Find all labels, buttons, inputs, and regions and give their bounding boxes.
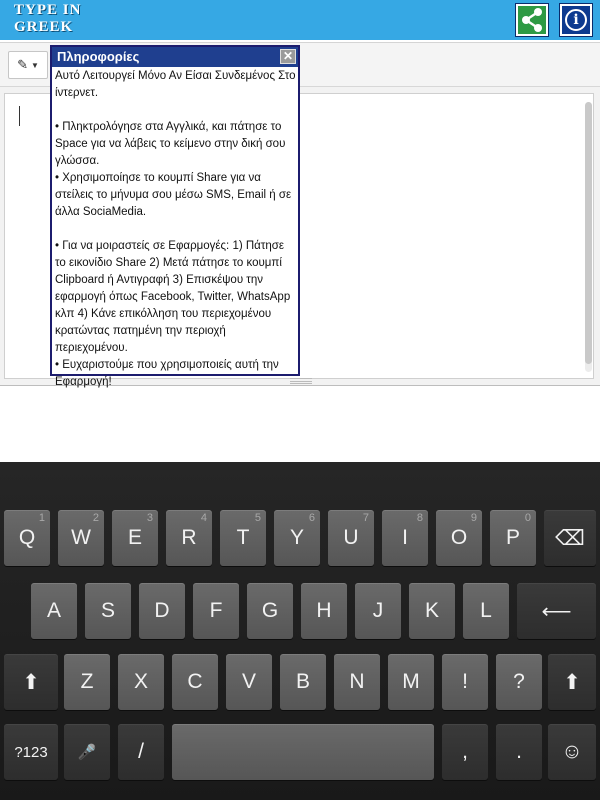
key-label: W xyxy=(71,526,91,549)
scrollbar-thumb[interactable] xyxy=(585,102,592,364)
enter-icon: ⟵ xyxy=(541,599,572,623)
key-label: C xyxy=(187,670,203,693)
logo-line-1: TYPE IN xyxy=(14,2,82,18)
key-label: , xyxy=(462,740,468,763)
mic-key[interactable] xyxy=(64,724,110,780)
key-label: F xyxy=(209,599,223,622)
key-c[interactable] xyxy=(172,654,218,710)
key-hint: 3 xyxy=(146,512,153,524)
share-button[interactable] xyxy=(516,4,548,36)
magic-wand-dropdown[interactable] xyxy=(8,51,48,79)
key-label: X xyxy=(133,670,148,693)
key-label: B xyxy=(295,670,310,693)
popup-bullet-1: • Πληκτρολόγησε στα Αγγλικά, και πάτησε το Space για να λάβεις το κείμενο στην δική σου γλώσσα. xyxy=(55,121,286,167)
key-u[interactable] xyxy=(328,510,374,566)
key-hint: 9 xyxy=(470,512,477,524)
emoji-icon: ☺ xyxy=(561,740,583,763)
key-i[interactable] xyxy=(382,510,428,566)
magic-wand-icon: ✎ xyxy=(17,57,28,72)
key-hint: 8 xyxy=(416,512,423,524)
key-label: ? xyxy=(513,670,525,693)
scrollbar[interactable] xyxy=(585,102,592,372)
key-d[interactable] xyxy=(139,583,185,639)
key-label: . xyxy=(516,740,522,763)
key-label: J xyxy=(372,599,384,622)
key-hint: 0 xyxy=(524,512,531,524)
info-popup xyxy=(50,45,300,388)
popup-title-bar xyxy=(52,47,298,67)
share-icon xyxy=(519,7,545,33)
key-x[interactable] xyxy=(118,654,164,710)
enter-key[interactable] xyxy=(517,583,596,639)
key-label: H xyxy=(316,599,332,622)
key-j[interactable] xyxy=(355,583,401,639)
close-icon: ✕ xyxy=(282,49,294,63)
key-a[interactable] xyxy=(31,583,77,639)
key-label: G xyxy=(261,599,279,622)
backspace-icon: ⌫ xyxy=(555,526,585,550)
key-v[interactable] xyxy=(226,654,272,710)
key-label: A xyxy=(46,599,61,622)
key-label: / xyxy=(138,740,144,763)
key-n[interactable] xyxy=(334,654,380,710)
key-label: ! xyxy=(462,670,468,693)
key-o[interactable] xyxy=(436,510,482,566)
key-comma[interactable] xyxy=(442,724,488,780)
key-s[interactable] xyxy=(85,583,131,639)
key-label: I xyxy=(402,526,408,549)
key-question[interactable] xyxy=(496,654,542,710)
key-hint: 1 xyxy=(38,512,45,524)
key-label: U xyxy=(343,526,359,549)
key-label: V xyxy=(241,670,256,693)
key-z[interactable] xyxy=(64,654,110,710)
key-e[interactable] xyxy=(112,510,158,566)
app-logo xyxy=(14,2,110,36)
key-hint: 2 xyxy=(92,512,99,524)
key-t[interactable] xyxy=(220,510,266,566)
key-hint: 7 xyxy=(362,512,369,524)
backspace-key[interactable] xyxy=(544,510,596,566)
symbols-label: ?123 xyxy=(14,743,48,761)
key-k[interactable] xyxy=(409,583,455,639)
key-exclamation[interactable] xyxy=(442,654,488,710)
key-hint: 5 xyxy=(254,512,261,524)
popup-bullet-2: • Χρησιμοποίησε το κουμπί Share για να στείλεις το μήνυμα σου μέσω SMS, Email ή σε άλλα SociaMedia. xyxy=(55,172,292,218)
key-r[interactable] xyxy=(166,510,212,566)
close-button[interactable] xyxy=(280,49,296,64)
key-label: S xyxy=(100,599,115,622)
popup-body xyxy=(55,68,297,391)
key-label: Y xyxy=(289,526,304,549)
key-label: N xyxy=(349,670,365,693)
info-icon: i xyxy=(565,9,587,31)
key-label: R xyxy=(181,526,197,549)
key-label: K xyxy=(424,599,439,622)
key-l[interactable] xyxy=(463,583,509,639)
key-label: Q xyxy=(18,526,36,549)
key-w[interactable] xyxy=(58,510,104,566)
shift-icon: ⬆ xyxy=(563,670,581,694)
key-label: T xyxy=(236,526,250,549)
text-cursor xyxy=(19,106,20,126)
shift-key-left[interactable] xyxy=(4,654,58,710)
key-period[interactable] xyxy=(496,724,542,780)
key-h[interactable] xyxy=(301,583,347,639)
key-f[interactable] xyxy=(193,583,239,639)
shift-icon: ⬆ xyxy=(22,670,40,694)
popup-bullet-3: • Για να μοιραστείς σε Εφαρμογές: 1) Πάτησε το εικονίδιο Share 2) Μετά πάτησε το κουμπί Clipboard ή Αντιγραφή 3) Επισκέψου την εφαρμογή όπως Facebook, Twitter, WhatsApp κλπ 4) Κάνε επικόλληση του περιεχομένου κρατώντας πατημένη την περιοχή περιεχομένου. xyxy=(55,240,291,354)
key-label: D xyxy=(154,599,170,622)
key-g[interactable] xyxy=(247,583,293,639)
info-button[interactable] xyxy=(560,4,592,36)
microphone-icon: 🎤 xyxy=(77,744,97,761)
key-label: O xyxy=(450,526,468,549)
logo-line-2: GREEK xyxy=(14,19,74,35)
key-p[interactable] xyxy=(490,510,536,566)
key-hint: 4 xyxy=(200,512,207,524)
symbols-key[interactable] xyxy=(4,724,58,780)
key-y[interactable] xyxy=(274,510,320,566)
key-m[interactable] xyxy=(388,654,434,710)
key-slash[interactable] xyxy=(118,724,164,780)
popup-bullet-4: • Ευχαριστούμε που χρησιμοποιείς αυτή την Εφαρμογή! xyxy=(55,359,279,388)
key-label: E xyxy=(127,526,142,549)
popup-title: Πληροφορίες xyxy=(57,49,140,64)
space-key[interactable] xyxy=(172,724,434,780)
key-label: Z xyxy=(80,670,94,693)
key-label: M xyxy=(402,670,420,693)
key-q[interactable] xyxy=(4,510,50,566)
key-label: P xyxy=(505,526,520,549)
app-header xyxy=(0,0,600,40)
key-label: L xyxy=(480,599,492,622)
key-hint: 6 xyxy=(308,512,315,524)
chevron-down-icon: ▼ xyxy=(30,60,39,70)
emoji-key[interactable] xyxy=(548,724,596,780)
on-screen-keyboard xyxy=(0,462,600,800)
popup-intro: Αυτό Λειτουργεί Μόνο Αν Είσαι Συνδεμένος Στο ίντερνετ. xyxy=(55,70,296,99)
key-b[interactable] xyxy=(280,654,326,710)
shift-key-right[interactable] xyxy=(548,654,596,710)
